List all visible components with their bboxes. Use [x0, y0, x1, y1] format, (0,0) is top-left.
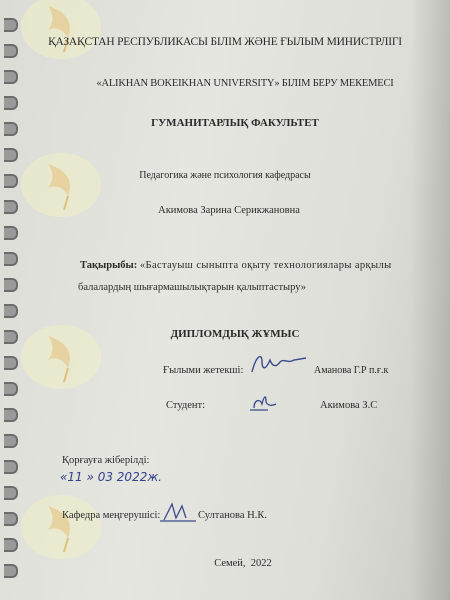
binding-ring: [4, 564, 18, 578]
binding-ring: [4, 18, 18, 32]
supervisor-name: Аманова Г.Р п.ғ.к: [314, 365, 389, 376]
defense-date: «11 » 03 2022ж.: [60, 470, 162, 484]
supervisor-signature-icon: [248, 348, 310, 380]
binding-ring: [4, 382, 18, 396]
author-name: Акимова Зарина Серикжановна: [158, 205, 300, 216]
student-signature-icon: [248, 390, 278, 414]
head-name: Султанова Н.К.: [198, 510, 267, 521]
watermark-logo-icon: [18, 0, 104, 62]
defense-label: Қорғауға жіберілді:: [62, 455, 150, 466]
topic-line-1: «Бастауыш сыныпта оқыту технологиялары арқылы: [139, 260, 392, 271]
binding-ring: [4, 278, 18, 292]
topic-line-2: балалардың шығармашылықтарын қалыптастыру»: [78, 282, 306, 293]
binding-ring: [4, 538, 18, 552]
faculty-heading: ГУМАНИТАРЛЫҚ ФАКУЛЬТЕТ: [151, 117, 319, 129]
binding-ring: [4, 486, 18, 500]
binding-ring: [4, 512, 18, 526]
work-type-heading: ДИПЛОМДЫҚ ЖҰМЫС: [170, 328, 300, 340]
binding-ring: [4, 408, 18, 422]
student-label: Студент:: [166, 400, 206, 411]
binding-ring: [4, 434, 18, 448]
department-name: Педагогика және психология кафедрасы: [139, 170, 311, 181]
page-shadow: [410, 0, 450, 600]
binding-ring: [4, 96, 18, 110]
topic-label: Тақырыбы:: [80, 260, 138, 271]
binding-ring: [4, 460, 18, 474]
head-label: Кафедра меңгерушісі:: [62, 510, 161, 521]
topic-block: [80, 255, 392, 299]
ministry-heading: ҚАЗАҚСТАН РЕСПУБЛИКАСЫ БІЛІМ ЖӘНЕ ҒЫЛЫМ МИНИСТРЛІГІ: [48, 36, 402, 48]
student-name: Акимова З.С: [320, 400, 378, 411]
institution-heading: «ALIKHAN BOKEIKHAN UNIVERSITY» БІЛІМ БЕРУ МЕКЕМЕСІ: [96, 78, 394, 89]
binding-ring: [4, 304, 18, 318]
binding-ring: [4, 148, 18, 162]
supervisor-label: Ғылыми жетекші:: [163, 365, 244, 376]
footer-city-year: Семей, 2022: [214, 558, 272, 569]
head-signature-icon: [158, 500, 198, 526]
binding-ring: [4, 252, 18, 266]
watermark-logo-icon: [18, 492, 104, 562]
binding-ring: [4, 70, 18, 84]
binding-ring: [4, 226, 18, 240]
binding-ring: [4, 356, 18, 370]
